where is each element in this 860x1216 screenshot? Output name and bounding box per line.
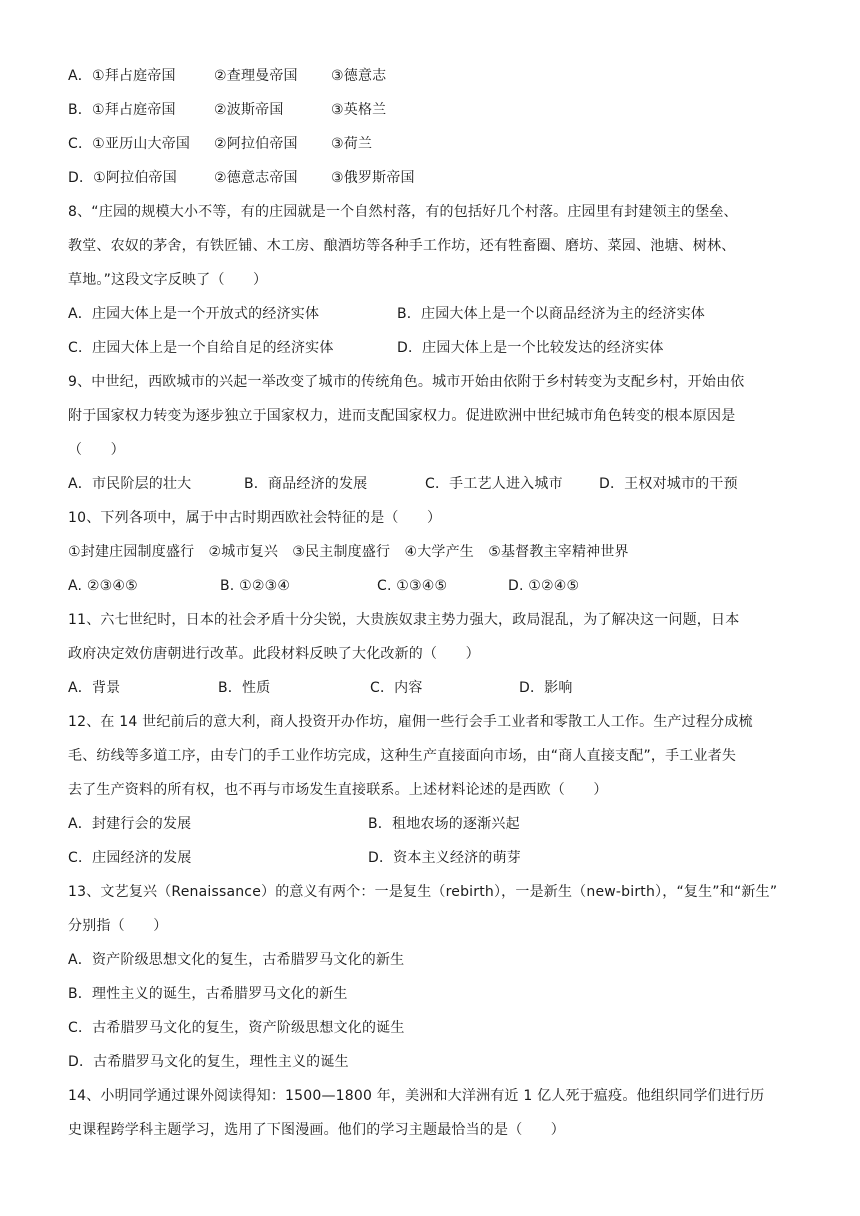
q11-stem-line-1: 11、六七世纪时，日本的社会矛盾十分尖锐，大贵族奴隶主势力强大，政局混乱，为了解决这一问题，日本 (68, 612, 740, 628)
q8-stem-line-3: 草地。”这段文字反映了（ ） (68, 272, 268, 288)
exam-page: A．①拜占庭帝国 ②查理曼帝国 ③德意志 B．①拜占庭帝国 ②波斯帝国 ③英格兰 C．①亚历山大帝国 ②阿拉伯帝国 ③荷兰 D．①阿拉伯帝国 ②德意志帝国 ③俄罗斯帝国 8、“庄园的规模大小不等，有的庄园就是一个自然村落，有的包括好几个村落。庄园里有封建领主的堡垒、 教堂、农奴的茅舍，有铁匠铺、木工房、酿酒坊等各种手工作坊，还有牲畜圈、磨坊、菜园、池塘、树林、 草地。”这段文字反映了（ ） A．庄园大体上是一个开放式的经济实体 B．庄园大体上是一个以商品经济为主的经济实体 C．庄园大体上是一个自给自足的经济实体 D．庄园大体上是一个比较发达的经济实体 9、中世纪，西欧城市的兴起一举改变了城市的传统角色。城市开始由依附于乡村转变为支配乡村，开始由依 附于国家权力转变为逐步独立于国家权力，进而支配国家权力。促进欧洲中世纪城市角色转变的根本原因是 （ ） A．市民阶层的壮大 B．商品经济的发展 C．手工艺人进入城市 D．王权对城市的干预 10、下列各项中，属于中古时期西欧社会特征的是（ ） ①封建庄园制度盛行 ②城市复兴 ③民主制度盛行 ④大学产生 ⑤基督教主宰精神世界 A. ②③④⑤ B. ①②③④ C. ①③④⑤ D. ①②④⑤ 11、六七世纪时，日本的社会矛盾十分尖锐，大贵族奴隶主势力强大，政局混乱，为了解决这一问题，日本 政府决定效仿唐朝进行改革。此段材料反映了大化改新的（ ） A．背景 B．性质 C．内容 D．影响 12、在 14 世纪前后的意大利，商人投资开办作坊，雇佣一些行会手工业者和零散工人工作。生产过程分成梳 毛、纺线等多道工序，由专门的手工业作坊完成，这种生产直接面向市场，由“商人直接支配”，手工业者失 去了生产资料的所有权，也不再与市场发生直接联系。上述材料论述的是西欧（ ） A．封建行会的发展 B．租地农场的逐渐兴起 C．庄园经济的发展 D．资本主义经济的萌芽 13、文艺复兴（Renaissance）的意义有两个：一是复生（rebirth），一是新生（new-birth），“复生”和“新生” 分别指（ ） A．资产阶级思想文化的复生，古希腊罗马文化的新生 B．理性主义的诞生，古希腊罗马文化的新生 C．古希腊罗马文化的复生，资产阶级思想文化的诞生 D．古希腊罗马文化的复生，理性主义的诞生 14、小明同学通过课外阅读得知：1500—1800 年，美洲和大洋洲有近 1 亿人死于瘟疫。他组织同学们进行历 史课程跨学科主题学习，选用了下图漫画。他们的学习主题最恰当的是（ ） (0, 0, 860, 1216)
q12-stem-line-3: 去了生产资料的所有权，也不再与市场发生直接联系。上述材料论述的是西欧（ ） (68, 782, 608, 798)
q13-option-a: A．资产阶级思想文化的复生，古希腊罗马文化的新生 (68, 952, 405, 968)
q9-stem-line-3: （ ） (68, 442, 125, 458)
q11-option-c: C．内容 (370, 680, 423, 696)
q9-option-b: B．商品经济的发展 (244, 476, 368, 492)
q8-stem-line-1: 8、“庄园的规模大小不等，有的庄园就是一个自然村落，有的包括好几个村落。庄园里有封建领主的堡垒、 (68, 204, 738, 220)
q8-option-b: B．庄园大体上是一个以商品经济为主的经济实体 (397, 306, 706, 322)
q12-option-c: C．庄园经济的发展 (68, 850, 192, 866)
q12-option-d: D．资本主义经济的萌芽 (368, 850, 521, 866)
q10-option-c: C. ①③④⑤ (377, 578, 448, 594)
q10-option-d: D. ①②④⑤ (508, 578, 580, 594)
q10-option-a: A. ②③④⑤ (68, 578, 138, 594)
q13-option-b: B．理性主义的诞生，古希腊罗马文化的新生 (68, 986, 348, 1002)
q8-option-d: D．庄园大体上是一个比较发达的经济实体 (397, 340, 664, 356)
q11-option-d: D．影响 (519, 680, 573, 696)
q13-option-d: D．古希腊罗马文化的复生，理性主义的诞生 (68, 1054, 349, 1070)
q12-stem-line-2: 毛、纺线等多道工序，由专门的手工业作坊完成，这种生产直接面向市场，由“商人直接支配”，手工业者失 (68, 748, 737, 764)
q9-option-d: D．王权对城市的干预 (599, 476, 738, 492)
q9-stem-line-1: 9、中世纪，西欧城市的兴起一举改变了城市的传统角色。城市开始由依附于乡村转变为支配乡村，开始由依 (68, 374, 745, 390)
q11-option-a: A．背景 (68, 680, 121, 696)
q13-option-c: C．古希腊罗马文化的复生，资产阶级思想文化的诞生 (68, 1020, 405, 1036)
q8-option-a: A．庄园大体上是一个开放式的经济实体 (68, 306, 320, 322)
q10-stem: 10、下列各项中，属于中古时期西欧社会特征的是（ ） (68, 510, 442, 526)
q8-option-c: C．庄园大体上是一个自给自足的经济实体 (68, 340, 334, 356)
q9-stem-line-2: 附于国家权力转变为逐步独立于国家权力，进而支配国家权力。促进欧洲中世纪城市角色转变的根本原因是 (68, 408, 736, 424)
q11-stem-line-2: 政府决定效仿唐朝进行改革。此段材料反映了大化改新的（ ） (68, 646, 480, 662)
q12-option-a: A．封建行会的发展 (68, 816, 192, 832)
q12-option-b: B．租地农场的逐渐兴起 (368, 816, 520, 832)
q8-stem-line-2: 教堂、农奴的茅舍，有铁匠铺、木工房、酿酒坊等各种手工作坊，还有牲畜圈、磨坊、菜园、池塘、树林、 (68, 238, 736, 254)
q13-stem-line-2: 分别指（ ） (68, 918, 168, 934)
q14-stem-line-1: 14、小明同学通过课外阅读得知：1500—1800 年，美洲和大洋洲有近 1 亿人死于瘟疫。他组织同学们进行历 (68, 1088, 765, 1104)
q14-stem-line-2: 史课程跨学科主题学习，选用了下图漫画。他们的学习主题最恰当的是（ ） (68, 1122, 565, 1138)
q9-option-c: C．手工艺人进入城市 (425, 476, 563, 492)
q12-stem-line-1: 12、在 14 世纪前后的意大利，商人投资开办作坊，雇佣一些行会手工业者和零散工人工作。生产过程分成梳 (68, 714, 753, 730)
q11-option-b: B．性质 (218, 680, 271, 696)
q10-items: ①封建庄园制度盛行 ②城市复兴 ③民主制度盛行 ④大学产生 ⑤基督教主宰精神世界 (68, 544, 629, 560)
q13-stem-line-1: 13、文艺复兴（Renaissance）的意义有两个：一是复生（rebirth），一是新生（new-birth），“复生”和“新生” (68, 884, 778, 900)
q9-option-a: A．市民阶层的壮大 (68, 476, 192, 492)
q10-option-b: B. ①②③④ (220, 578, 291, 594)
